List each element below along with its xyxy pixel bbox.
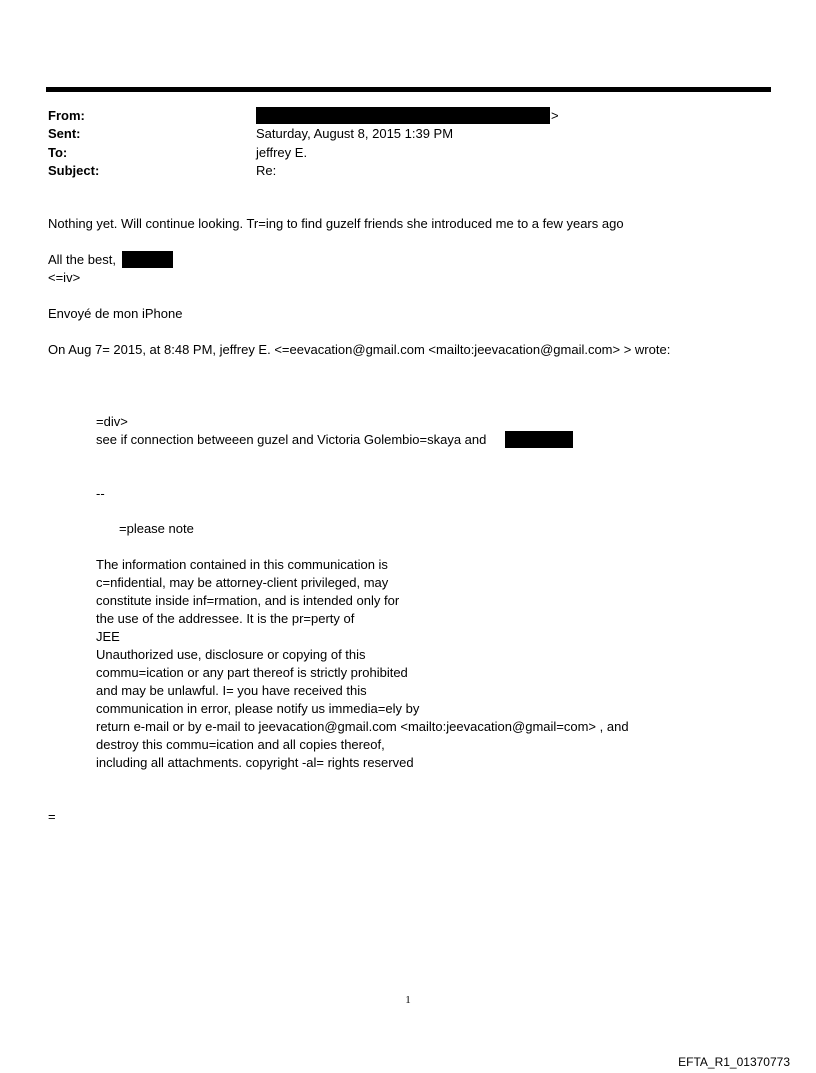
from-label: From: bbox=[48, 108, 85, 123]
disclaimer-line: communication in error, please notify us immedia=ely by bbox=[96, 701, 420, 716]
redaction-signoff bbox=[122, 251, 173, 268]
page-number: 1 bbox=[405, 994, 411, 1006]
to-label: To: bbox=[48, 145, 68, 160]
disclaimer-line: Unauthorized use, disclosure or copying of this bbox=[96, 647, 366, 662]
signoff: All the best, bbox=[48, 252, 116, 267]
quoted-div: =div> bbox=[96, 414, 128, 429]
disclaimer-line: return e-mail or by e-mail to jeevacation@gmail.com <mailto:jeevacation@gmail=com> , and bbox=[96, 719, 629, 734]
trailer: = bbox=[48, 809, 56, 824]
redaction-from bbox=[256, 107, 550, 124]
document-id: EFTA_R1_01370773 bbox=[678, 1055, 790, 1069]
quoted-message: see if connection betweeen guzel and Victoria Golembio=skaya and bbox=[96, 432, 487, 447]
disclaimer-line: The information contained in this communication is bbox=[96, 557, 388, 572]
disclaimer-line: commu=ication or any part thereof is strictly prohibited bbox=[96, 665, 408, 680]
disclaimer-line: and may be unlawful. I= you have received this bbox=[96, 683, 367, 698]
subject-value: Re: bbox=[256, 163, 277, 178]
to-value: jeffrey E. bbox=[256, 145, 308, 160]
sent-from-device: Envoyé de mon iPhone bbox=[48, 306, 183, 321]
div-tag: <=iv> bbox=[48, 270, 81, 285]
disclaimer-line: constitute inside inf=rmation, and is intended only for bbox=[96, 593, 400, 608]
subject-label: Subject: bbox=[48, 163, 100, 178]
please-note: =please note bbox=[119, 521, 194, 536]
quote-header: On Aug 7= 2015, at 8:48 PM, jeffrey E. <=eevacation@gmail.com <mailto:jeevacation@gmail.com> > wrote: bbox=[48, 342, 671, 357]
quoted-separator: -- bbox=[96, 486, 105, 501]
disclaimer-line: including all attachments. copyright -al= rights reserved bbox=[96, 755, 414, 770]
disclaimer-line: JEE bbox=[96, 629, 120, 644]
from-value-suffix: > bbox=[551, 108, 559, 123]
disclaimer-line: c=nfidential, may be attorney-client privileged, may bbox=[96, 575, 389, 590]
header-rule bbox=[46, 87, 771, 92]
sent-label: Sent: bbox=[48, 126, 81, 141]
disclaimer-line: destroy this commu=ication and all copies thereof, bbox=[96, 737, 385, 752]
body-line-1: Nothing yet. Will continue looking. Tr=ing to find guzelf friends she introduced me to a few years ago bbox=[48, 216, 624, 231]
sent-value: Saturday, August 8, 2015 1:39 PM bbox=[256, 126, 454, 141]
redaction-quoted bbox=[505, 431, 573, 448]
disclaimer-line: the use of the addressee. It is the pr=perty of bbox=[96, 611, 355, 626]
